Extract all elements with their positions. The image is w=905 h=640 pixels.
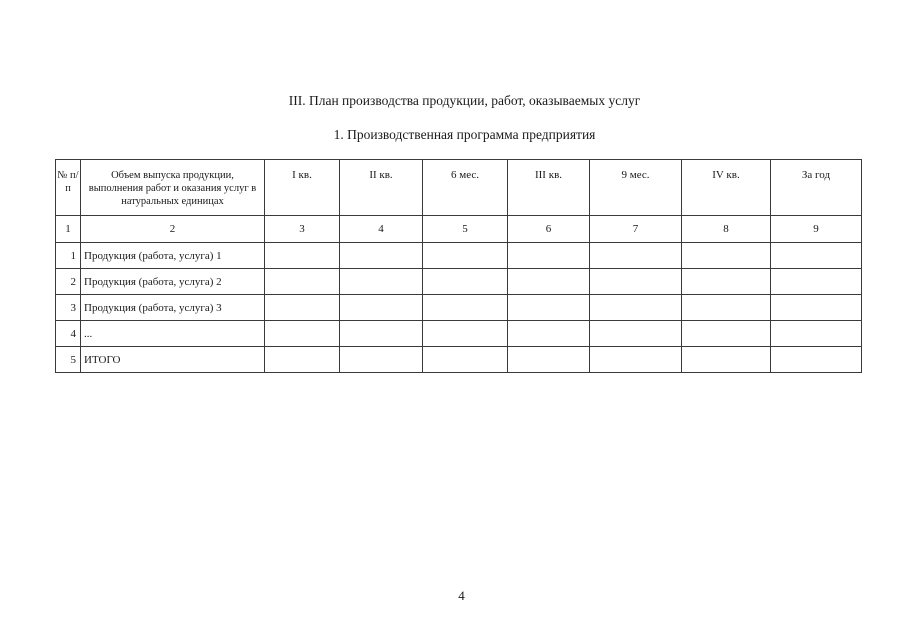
cell-9-months[interactable]: [590, 295, 682, 321]
header-volume: Объем выпуска продукции, выполнения работ и оказания услуг в натуральных единицах: [81, 160, 265, 216]
column-number: 2: [81, 216, 265, 243]
cell-q3[interactable]: [508, 321, 590, 347]
cell-6-months[interactable]: [423, 295, 508, 321]
row-label: ...: [81, 321, 265, 347]
row-number: 5: [56, 347, 81, 373]
table-row: [56, 347, 862, 373]
header-q1: I кв.: [265, 160, 340, 216]
column-number: 6: [508, 216, 590, 243]
cell-q2[interactable]: [340, 321, 423, 347]
cell-6-months[interactable]: [423, 269, 508, 295]
row-label: Продукция (работа, услуга) 2: [81, 269, 265, 295]
cell-q2[interactable]: [340, 269, 423, 295]
cell-q3[interactable]: [508, 269, 590, 295]
column-number: 7: [590, 216, 682, 243]
page-number: 4: [458, 588, 465, 603]
column-number: 3: [265, 216, 340, 243]
cell-year[interactable]: [771, 243, 862, 269]
production-program-table: [55, 159, 862, 373]
cell-6-months[interactable]: [423, 243, 508, 269]
cell-6-months[interactable]: [423, 347, 508, 373]
column-number-row: [56, 216, 862, 243]
row-number: 4: [56, 321, 81, 347]
cell-year[interactable]: [771, 269, 862, 295]
cell-9-months[interactable]: [590, 321, 682, 347]
header-6-months: 6 мес.: [423, 160, 508, 216]
cell-q3[interactable]: [508, 295, 590, 321]
cell-9-months[interactable]: [590, 347, 682, 373]
column-number: 9: [771, 216, 862, 243]
cell-q4[interactable]: [682, 321, 771, 347]
table-row: [56, 243, 862, 269]
column-number: 4: [340, 216, 423, 243]
table-row: [56, 269, 862, 295]
cell-9-months[interactable]: [590, 243, 682, 269]
row-number: 3: [56, 295, 81, 321]
cell-q3[interactable]: [508, 243, 590, 269]
cell-year[interactable]: [771, 347, 862, 373]
column-number: 5: [423, 216, 508, 243]
header-no: № п/п: [56, 160, 81, 216]
row-number: 2: [56, 269, 81, 295]
cell-q4[interactable]: [682, 269, 771, 295]
table-header-row: [56, 160, 862, 216]
row-label: Продукция (работа, услуга) 3: [81, 295, 265, 321]
table-row: [56, 295, 862, 321]
cell-q1[interactable]: [265, 347, 340, 373]
cell-q4[interactable]: [682, 295, 771, 321]
row-number: 1: [56, 243, 81, 269]
cell-q1[interactable]: [265, 321, 340, 347]
cell-q1[interactable]: [265, 295, 340, 321]
cell-q1[interactable]: [265, 269, 340, 295]
header-year: За год: [771, 160, 862, 216]
cell-q2[interactable]: [340, 243, 423, 269]
column-number: 8: [682, 216, 771, 243]
header-q3: III кв.: [508, 160, 590, 216]
column-number: 1: [56, 216, 81, 243]
cell-year[interactable]: [771, 295, 862, 321]
cell-6-months[interactable]: [423, 321, 508, 347]
cell-q2[interactable]: [340, 347, 423, 373]
header-q2: II кв.: [340, 160, 423, 216]
cell-q2[interactable]: [340, 295, 423, 321]
cell-q1[interactable]: [265, 243, 340, 269]
cell-q4[interactable]: [682, 347, 771, 373]
header-9-months: 9 мес.: [590, 160, 682, 216]
cell-year[interactable]: [771, 321, 862, 347]
cell-q3[interactable]: [508, 347, 590, 373]
subsection-title: 1. Производственная программа предприятия: [333, 127, 596, 142]
row-label: ИТОГО: [81, 347, 265, 373]
row-label: Продукция (работа, услуга) 1: [81, 243, 265, 269]
cell-q4[interactable]: [682, 243, 771, 269]
cell-9-months[interactable]: [590, 269, 682, 295]
table-row: [56, 321, 862, 347]
header-q4: IV кв.: [682, 160, 771, 216]
section-title: III. План производства продукции, работ, оказываемых услуг: [288, 93, 641, 108]
